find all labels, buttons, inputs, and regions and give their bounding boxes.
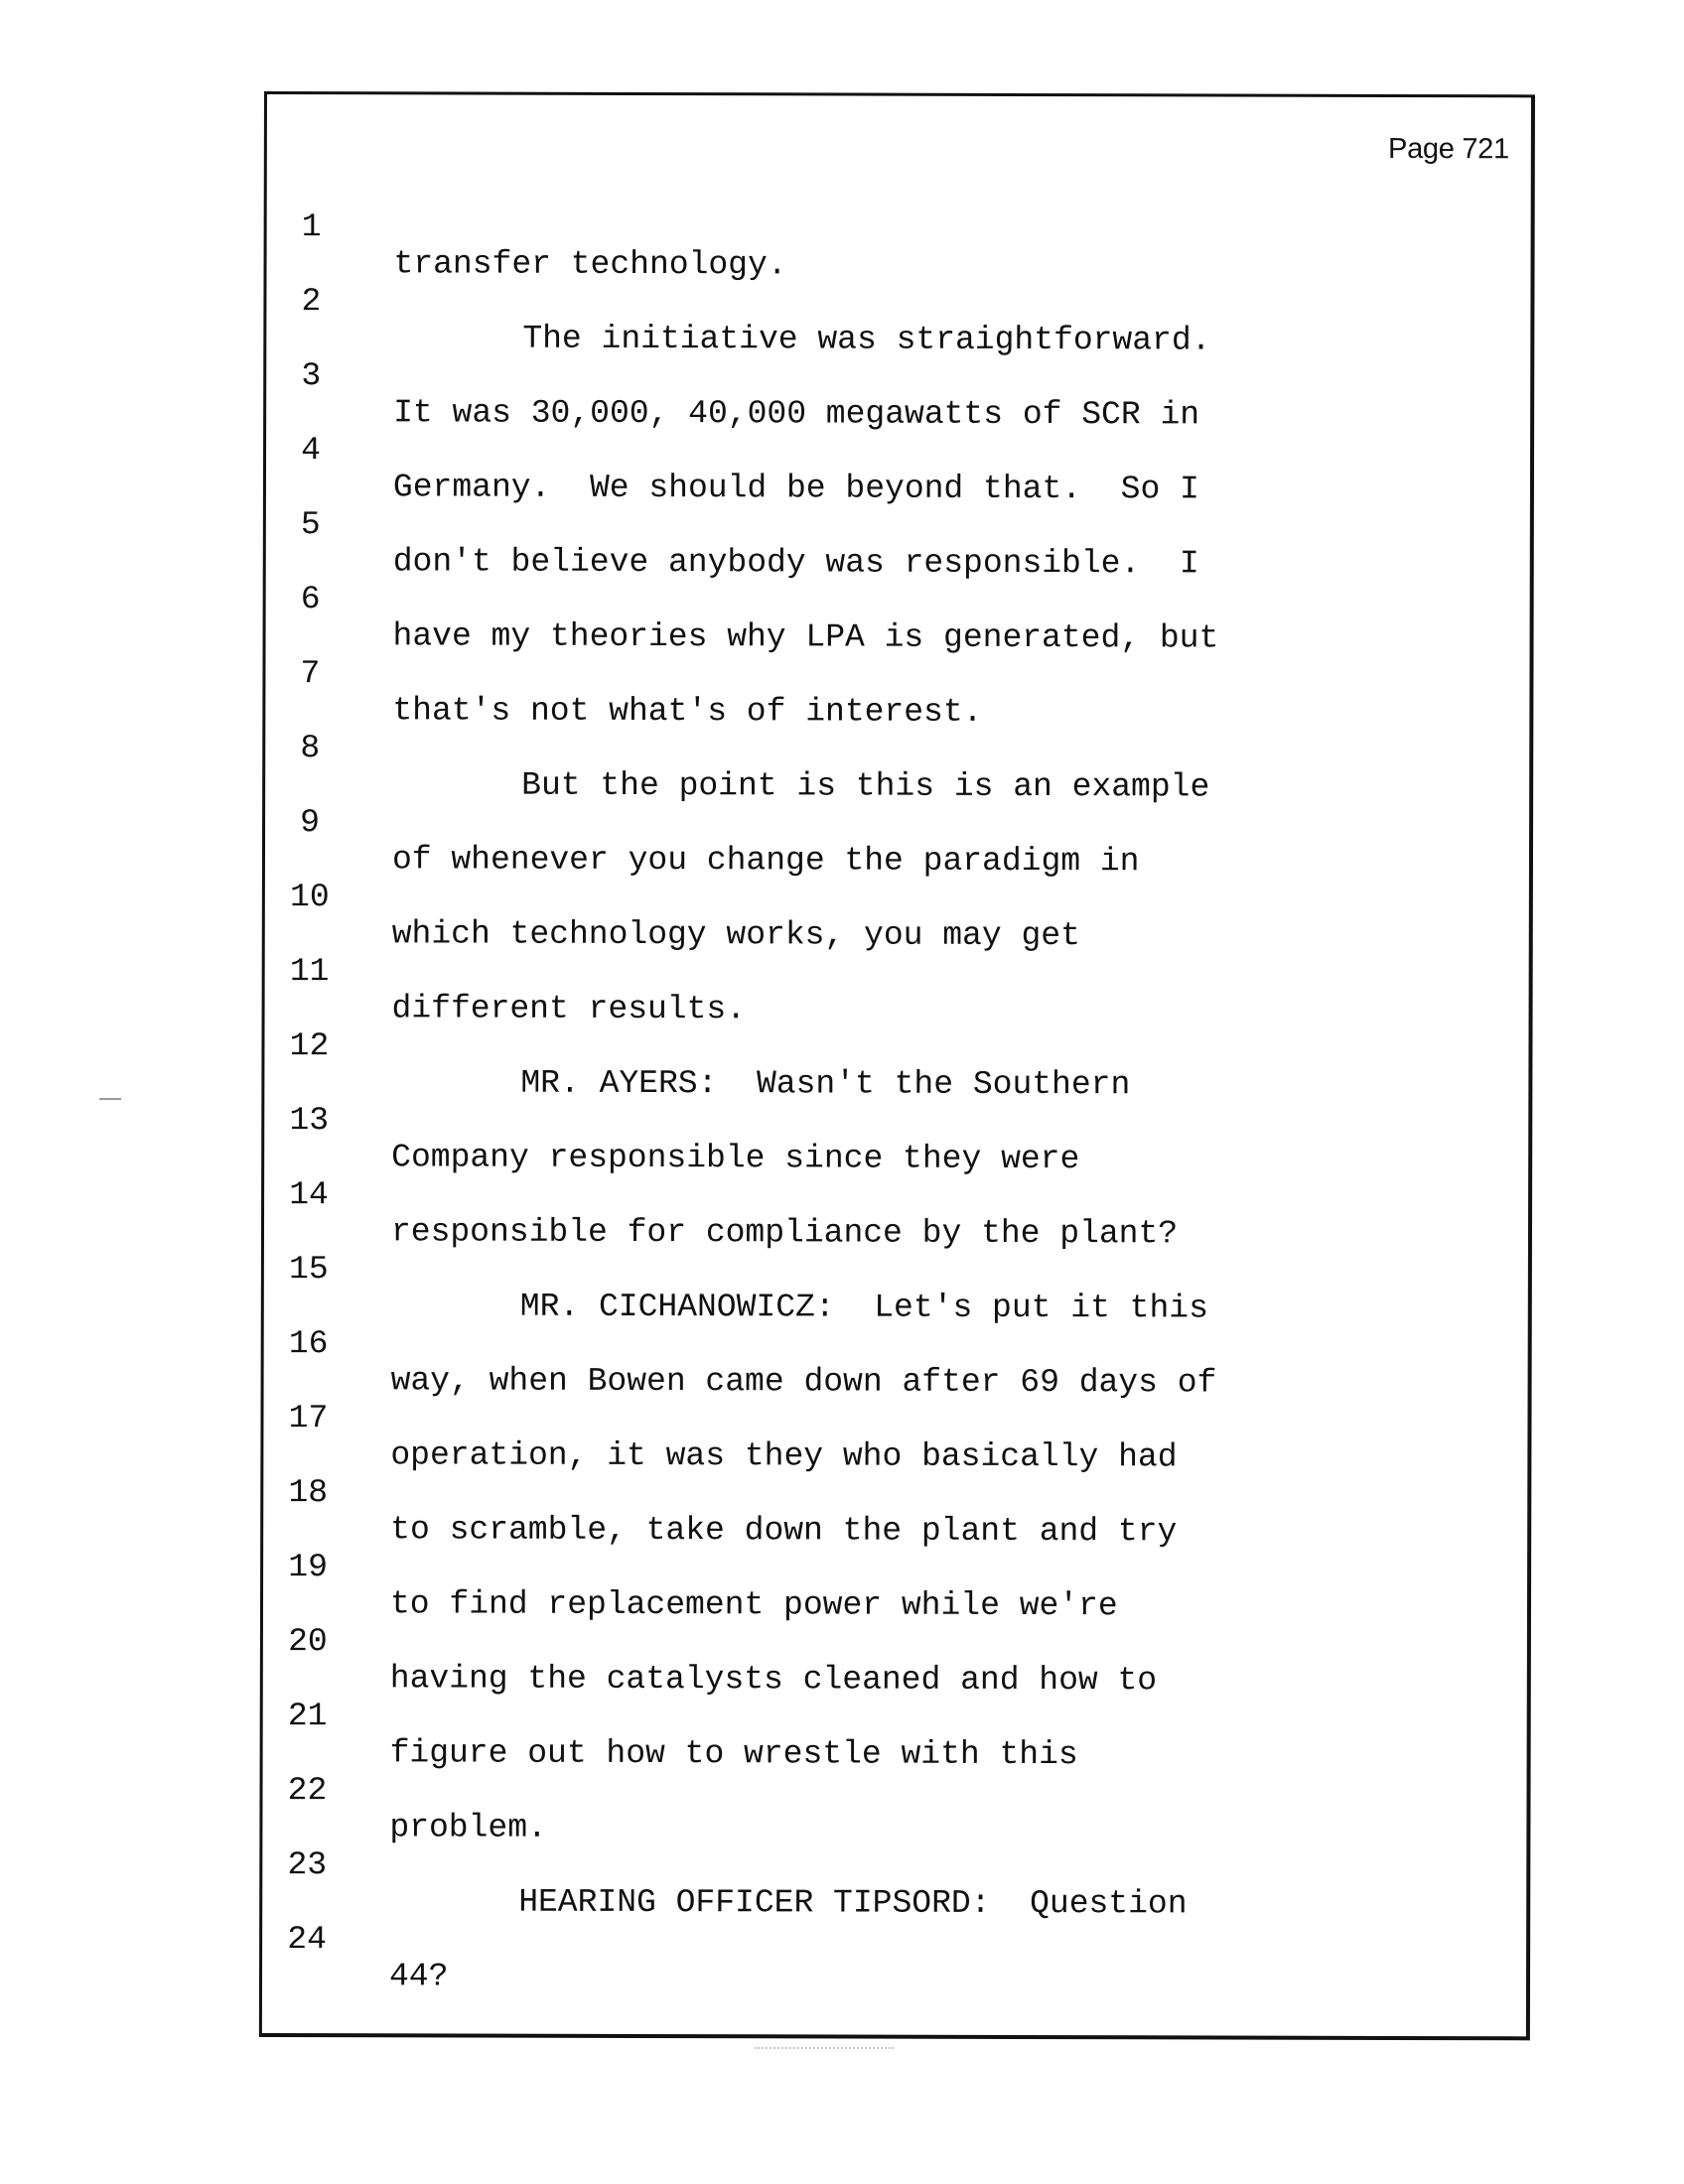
transcript-line [264,1289,1528,1402]
transcript-line [266,395,1530,508]
transcript-line [263,1735,1527,1846]
line-number: 6 [300,581,321,618]
transcript-line [264,1065,1528,1178]
transcript-line [264,1214,1528,1327]
line-text: The initiative was straightforward. [522,320,1211,359]
line-text: different results. [391,990,747,1028]
line-text: transfer technology. [393,245,787,284]
transcript-line [263,1363,1527,1476]
line-text: operation, it was they who basically had [390,1436,1178,1476]
line-number: 22 [287,1772,328,1810]
line-number: 2 [301,283,322,321]
line-number: 17 [288,1400,329,1437]
page-number: Page 721 [1388,132,1509,166]
transcript-line [267,172,1531,284]
line-text: of whenever you change the paradigm in [391,841,1140,881]
transcript-line [264,991,1528,1104]
line-text: But the point is this is an example [521,766,1210,806]
transcript-line [265,916,1529,1028]
transcript-line [266,470,1530,583]
transcript-line [266,246,1530,359]
scan-artifact [755,2047,894,2051]
transcript-line [263,1512,1527,1625]
transcript-line [263,1661,1527,1774]
line-text: having the catalysts cleaned and how to [389,1660,1158,1700]
line-text: to scramble, take down the plant and try [390,1511,1178,1551]
line-text: MR. AYERS: Wasn't the Southern [520,1064,1131,1104]
line-number: 9 [300,804,321,842]
line-text: It was 30,000, 40,000 megawatts of SCR in [393,394,1200,434]
line-text: Company responsible since they were [391,1139,1080,1178]
line-text: that's not what's of interest. [392,692,983,731]
line-number: 1 [301,208,322,246]
line-number: 16 [288,1325,329,1363]
line-number: 21 [287,1698,328,1735]
transcript-page-frame [259,91,1535,2040]
line-number: 15 [289,1251,329,1289]
line-text: which technology works, you may get [391,915,1080,955]
transcript-line [264,1140,1528,1253]
transcript-line [262,1810,1526,1923]
transcript-body [262,94,1531,2036]
transcript-line [266,544,1530,657]
line-number: 19 [288,1549,328,1586]
line-number: 14 [289,1176,329,1214]
line-number: 20 [288,1623,328,1661]
line-text: way, when Bowen came down after 69 days of [390,1362,1217,1402]
transcript-line [265,618,1529,731]
line-number: 4 [301,432,322,470]
transcript-line [263,1586,1527,1700]
line-text: to find replacement power while we're [389,1585,1118,1625]
scan-artifact [99,1098,121,1100]
line-number: 24 [287,1921,327,1959]
transcript-line [266,321,1530,434]
line-text: have my theories why LPA is generated, but [392,617,1219,657]
transcript-line [265,842,1529,955]
transcript-line [263,1437,1527,1551]
line-number: 13 [289,1102,330,1140]
line-text: responsible for compliance by the plant? [390,1213,1179,1253]
transcript-line [262,1884,1526,1995]
line-text: don't believe anybody was responsible. I [392,543,1199,583]
line-number: 7 [300,655,321,693]
line-text: Germany. We should be beyond that. So I [392,469,1199,508]
line-text: problem. [389,1809,547,1846]
line-text: MR. CICHANOWICZ: Let's put it this [519,1288,1208,1327]
line-number: 12 [289,1027,330,1065]
transcript-line [265,693,1529,806]
transcript-line [265,767,1529,881]
line-text: 44? [388,1958,449,1995]
line-number: 8 [300,730,321,767]
line-number: 23 [287,1846,328,1884]
line-number: 5 [300,506,321,544]
line-number: 3 [301,357,322,395]
line-number: 18 [288,1474,329,1512]
line-text: HEARING OFFICER TIPSORD: Question [518,1883,1188,1923]
line-number: 11 [289,953,330,991]
line-number: 10 [290,879,330,916]
line-text: figure out how to wrestle with this [389,1734,1078,1774]
